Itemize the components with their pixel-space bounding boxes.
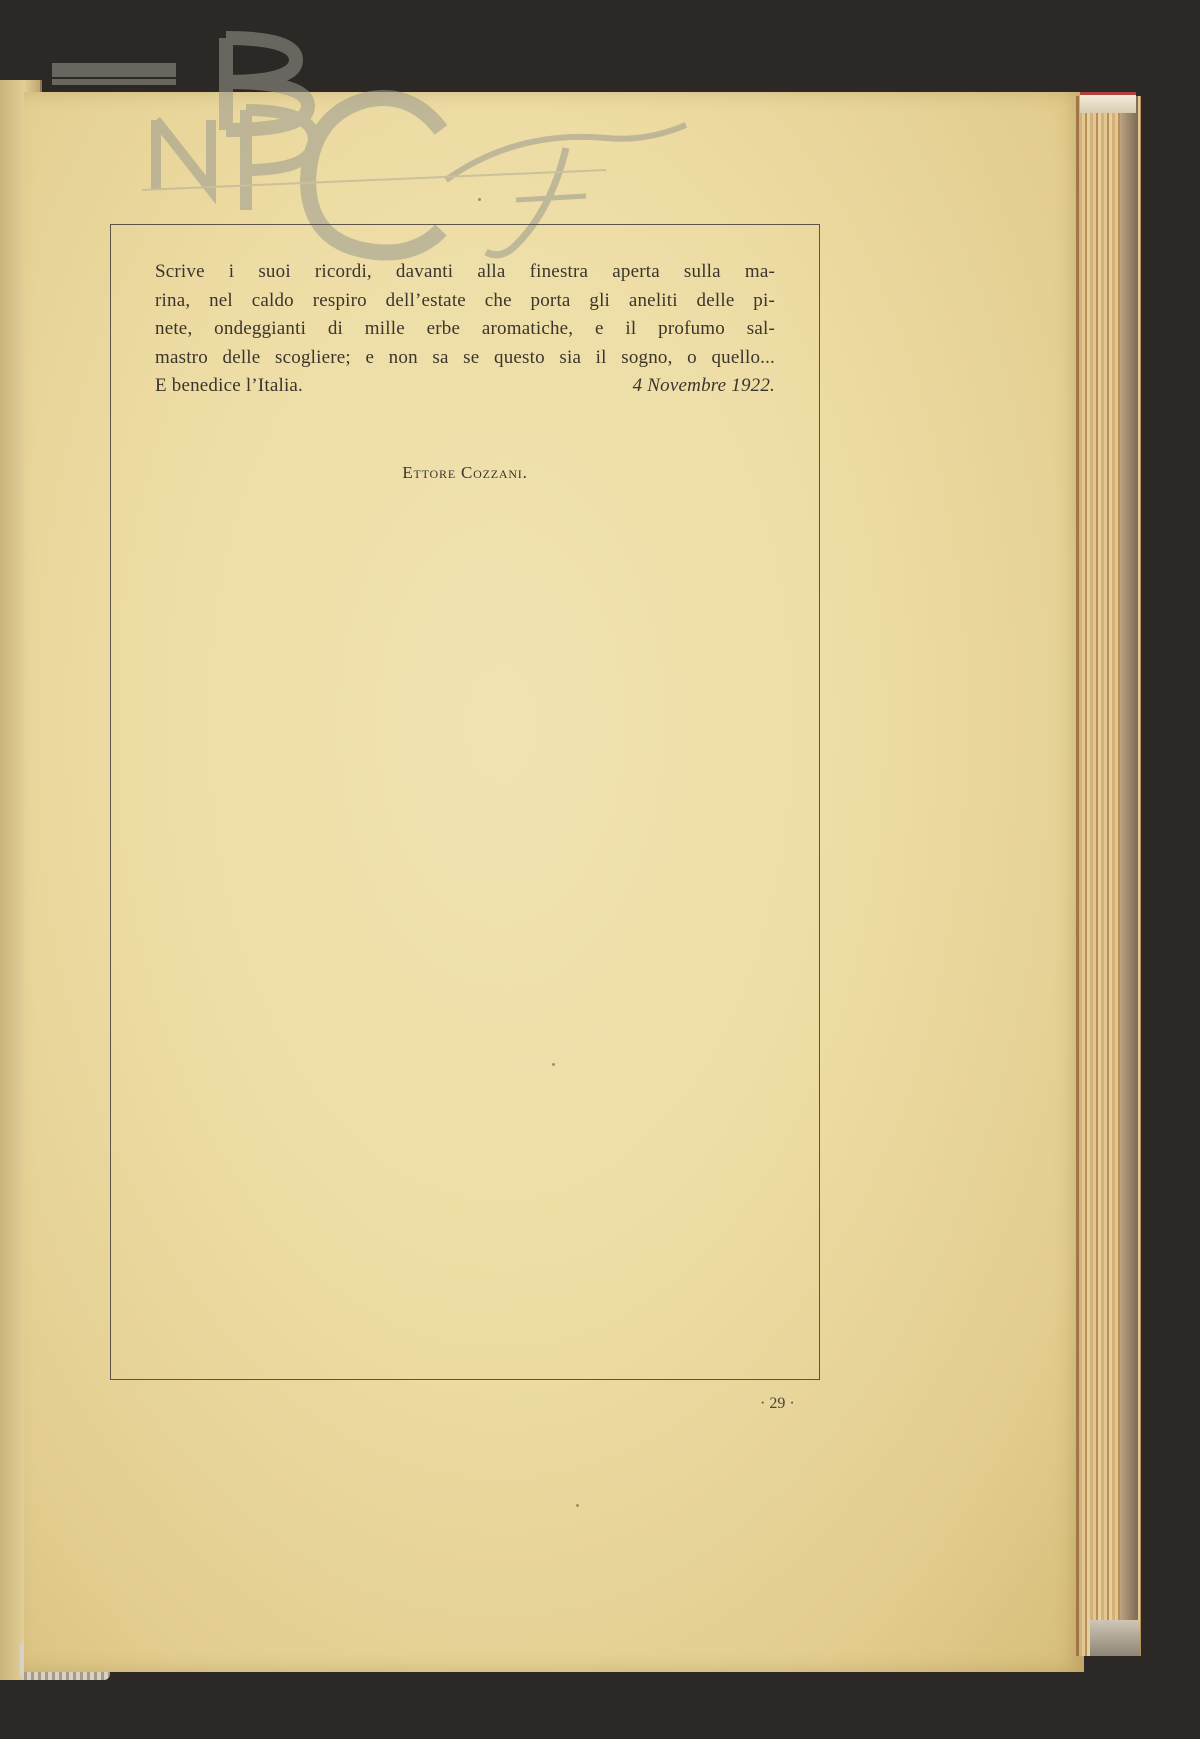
book-cover-edge <box>1120 96 1138 1656</box>
body-line: mastro delle scogliere; e non sa se questo sia il sogno, o quello... <box>155 346 775 368</box>
cover-bottom-corner <box>1090 1620 1140 1656</box>
page-number: · 29 · <box>760 1395 795 1412</box>
author-signature: Ettore Cozzani. <box>402 463 528 482</box>
cover-top-corner <box>1080 92 1136 113</box>
closing-line <box>155 372 775 401</box>
closing-text: E benedice l’Italia. <box>155 375 304 396</box>
body-line: Scrive i suoi ricordi, davanti alla finestra aperta sulla ma- <box>155 261 775 282</box>
body-line: rina, nel caldo respiro dell’estate che porta gli aneliti delle pi- <box>155 289 775 311</box>
paper-speck <box>552 1063 555 1066</box>
body-line: nete, ondeggianti di mille erbe aromatiche, e il profumo sal- <box>155 318 775 339</box>
date-line: 4 Novembre 1922. <box>632 375 775 396</box>
paper-speck <box>478 198 481 201</box>
body-text <box>155 258 775 401</box>
paper-speck <box>576 1504 579 1507</box>
